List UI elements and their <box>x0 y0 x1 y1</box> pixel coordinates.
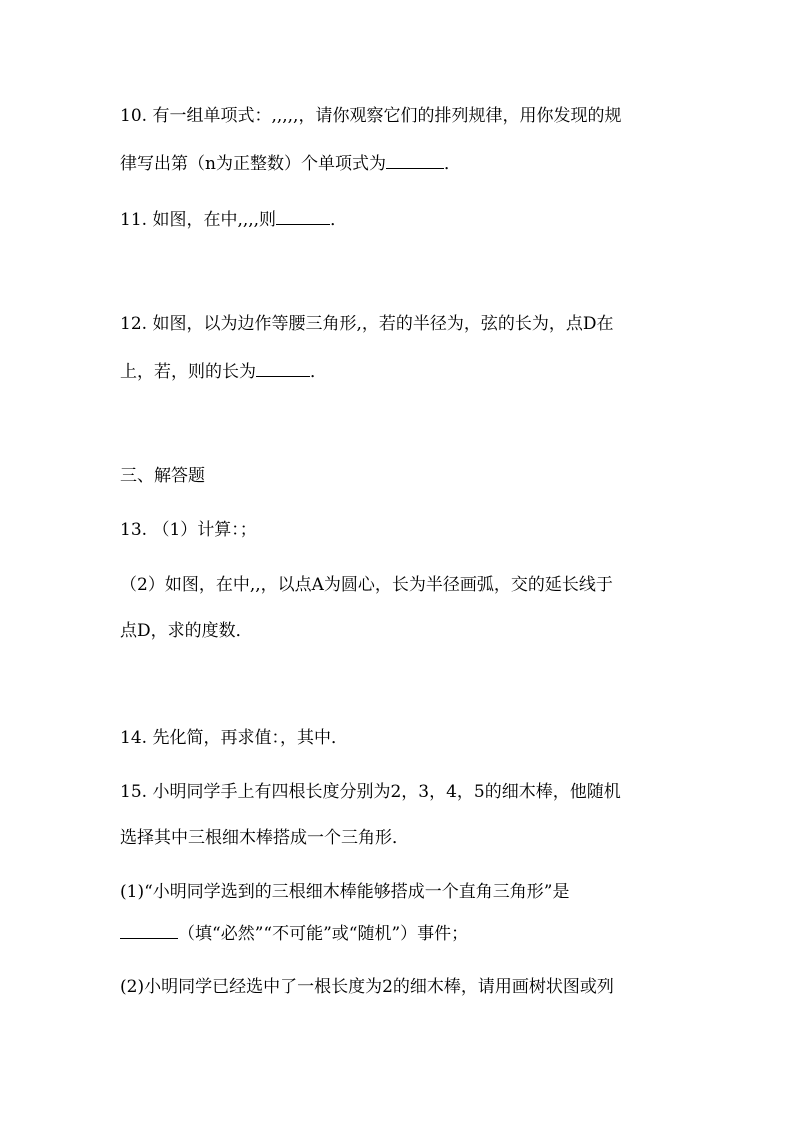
q10-answer-blank <box>386 150 444 169</box>
q11-answer-blank <box>276 206 330 225</box>
q12-line2 <box>120 358 327 384</box>
q12-line2-text: 上，若，则的长为 <box>120 362 256 382</box>
q15-part1-line1: (1)“小明同学选到的三根细木棒能够搭成一个直角三角形”是 <box>120 882 570 902</box>
q14-line: 14. 先化简，再求值：，其中． <box>120 728 348 748</box>
q15-line2: 选择其中三根细木棒搭成一个三角形． <box>120 828 409 848</box>
section-heading: 三、解答题 <box>120 466 205 486</box>
q12-answer-blank <box>256 358 310 377</box>
q15-part1-line2-text: （填“必然”“不可能”或“随机”）事件； <box>178 924 469 944</box>
q10-line2-end: ． <box>443 154 461 174</box>
q15-line1: 15. 小明同学手上有四根长度分别为2，3，4，5的细木棒，他随机 <box>120 782 621 802</box>
q15-part2-line1: (2)小明同学已经选中了一根长度为2的细木棒，请用画树状图或列 <box>120 977 614 997</box>
q11-text: 11. 如图，在中,,,,则 <box>120 210 277 230</box>
q15-part1-line2 <box>120 920 468 946</box>
q11-end: ． <box>330 210 348 230</box>
q11-line <box>120 206 347 232</box>
q10-line2 <box>120 150 461 176</box>
q15-answer-blank <box>120 920 178 939</box>
q13-part2-line2: 点D，求的度数． <box>120 621 253 641</box>
q13-part1: 13. （1）计算：； <box>120 520 257 540</box>
q10-line2-text: 律写出第（n为正整数）个单项式为 <box>120 154 386 174</box>
q12-line2-end: ． <box>310 362 327 382</box>
q10-line1: 10. 有一组单项式：,,,,,，请你观察它们的排列规律，用你发现的规 <box>120 106 622 126</box>
q12-line1: 12. 如图，以为边作等腰三角形,，若的半径为，弦的长为，点D在 <box>120 314 614 334</box>
q13-part2-line1: （2）如图，在中,,，以点A为圆心，长为半径画弧，交的延长线于 <box>120 575 613 595</box>
